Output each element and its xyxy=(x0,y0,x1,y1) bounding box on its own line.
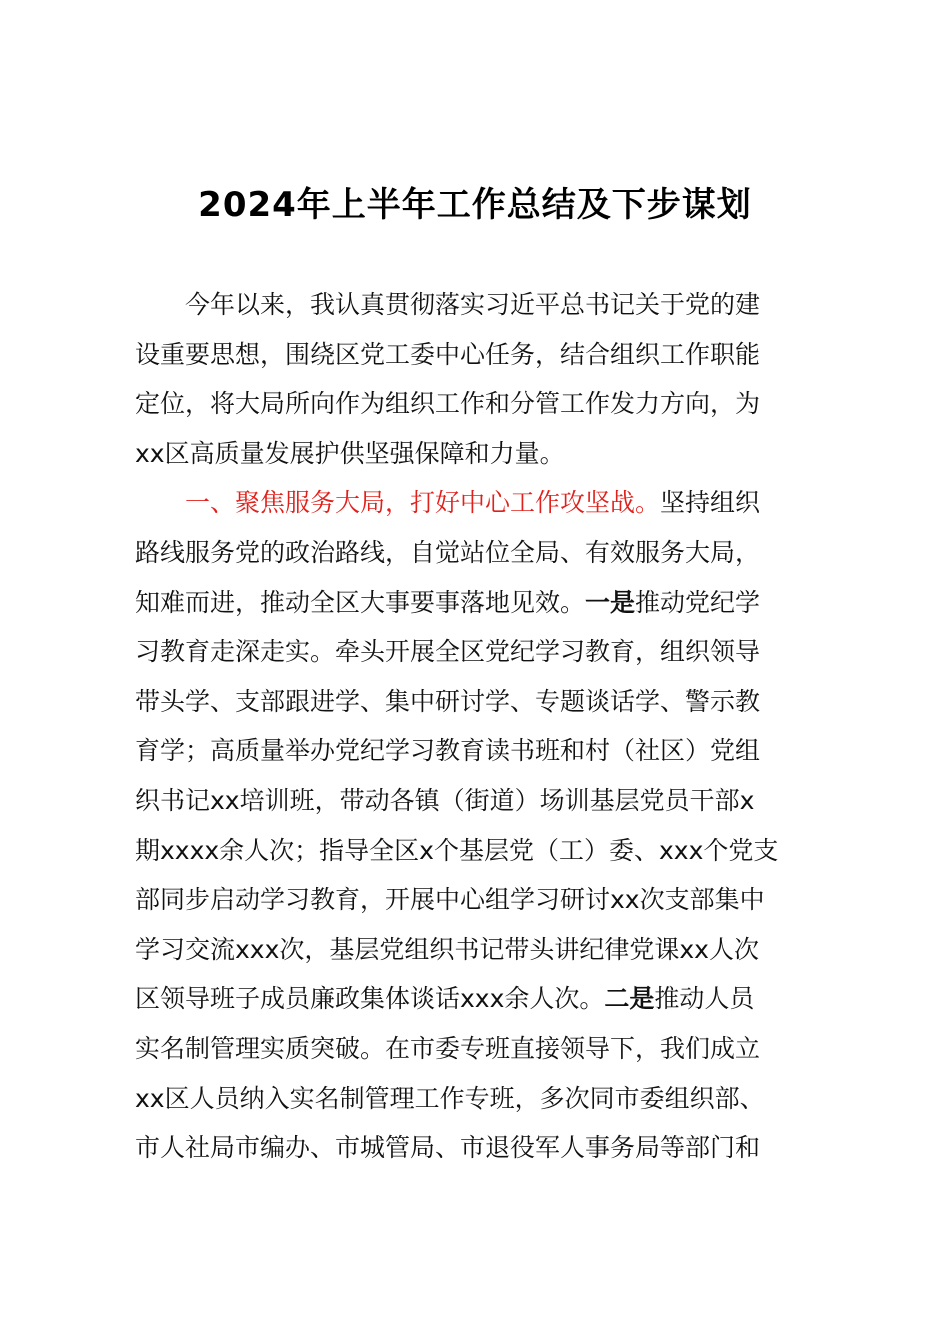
paragraph-1-line: 今年以来，我认真贯彻落实习近平总书记关于党的建 xyxy=(185,290,761,319)
paragraph-1-line: 定位，将大局所向作为组织工作和分管工作发力方向，为 xyxy=(135,389,761,419)
paragraph-2-line xyxy=(135,478,855,528)
paragraph-2-line: 习教育走深走实。牵头开展全区党纪学习教育，组织领导 xyxy=(135,637,761,667)
paragraph-text: 区领导班子成员廉政集体谈话xxx余人次。 xyxy=(135,984,605,1014)
point-marker: 二是 xyxy=(604,984,655,1014)
paragraph-2-line xyxy=(135,974,855,1024)
paragraph-2-line xyxy=(135,578,855,628)
paragraph-2-line: 部同步启动学习教育，开展中心组学习研讨xx次支部集中 xyxy=(135,885,765,915)
paragraph-text: 推动人员 xyxy=(654,984,755,1014)
document-title: 2024年上半年工作总结及下步谋划 xyxy=(198,185,752,225)
paragraph-text: 推动党纪学 xyxy=(635,587,761,617)
paragraph-2-line: xx区人员纳入实名制管理工作专班，多次同市委组织部、 xyxy=(135,1083,765,1113)
paragraph-2-line: 带头学、支部跟进学、集中研讨学、专题谈话学、警示教 xyxy=(135,686,761,716)
paragraph-2-line: 市人社局市编办、市城管局、市退役军人事务局等部门和 xyxy=(135,1133,761,1163)
paragraph-2-line: 期xxxx余人次；指导全区x个基层党（工）委、xxx个党支 xyxy=(135,835,779,865)
paragraph-1-line: xx区高质量发展护供坚强保障和力量。 xyxy=(135,438,565,468)
paragraph-2-line: 路线服务党的政治路线，自觉站位全局、有效服务大局， xyxy=(135,537,761,567)
paragraph-2-line: 织书记xx培训班，带动各镇（街道）场训基层党员干部x xyxy=(135,785,755,815)
paragraph-2-line: 学习交流xxx次，基层党组织书记带头讲纪律党课xx人次 xyxy=(135,934,759,964)
paragraph-1-line: 设重要思想，围绕区党工委中心任务，结合组织工作职能 xyxy=(135,339,761,369)
point-marker: 一是 xyxy=(585,587,636,617)
section-heading: 一、聚焦服务大局，打好中心工作攻坚战。 xyxy=(185,488,661,518)
paragraph-text: 知难而进，推动全区大事要事落地见效。 xyxy=(135,587,586,617)
paragraph-2-line: 实名制管理实质突破。在市委专班直接领导下，我们成立 xyxy=(135,1033,761,1063)
document-body xyxy=(135,280,855,1173)
paragraph-text: 坚持组织 xyxy=(660,488,761,518)
paragraph-2-line: 育学；高质量举办党纪学习教育读书班和村（社区）党组 xyxy=(135,736,761,766)
